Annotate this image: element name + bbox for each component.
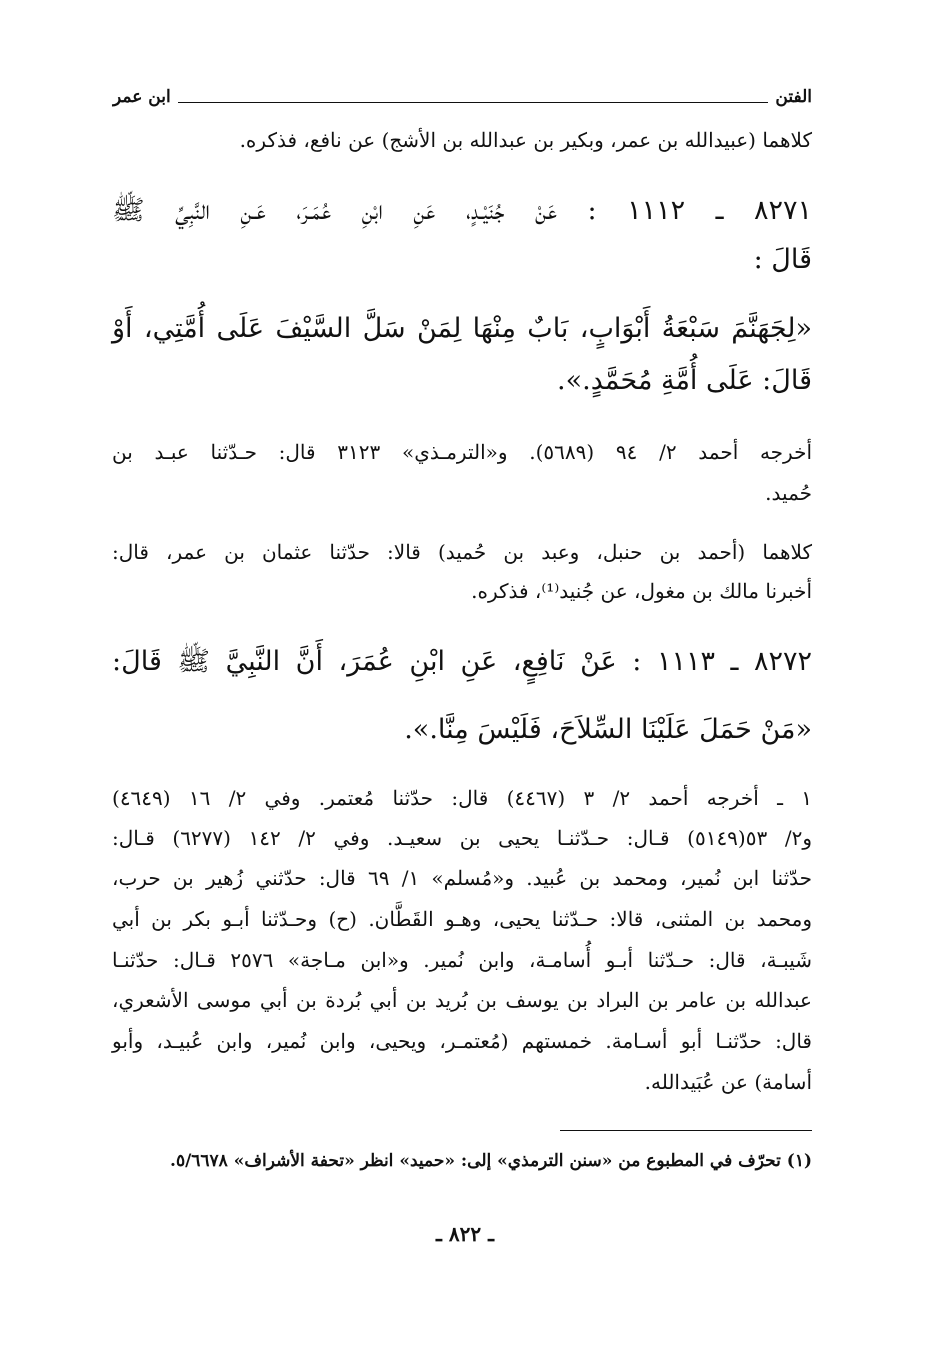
running-header-chapter: الفتن — [775, 87, 812, 107]
text-line: حدّثنا ابن نُمير، ومحمد بن عُبيد. و«مُسلم» ١/ ٦٩ قال: حدّثني زُهير بن حرب، — [112, 866, 813, 890]
footnote-rule — [560, 1130, 812, 1131]
hadith-line: «مَنْ حَمَلَ عَلَيْنَا السِّلاَحَ، فَلَيْسَ مِنَّا.». — [404, 714, 812, 745]
header-rule — [178, 102, 768, 103]
hadith-line: قَالَ: عَلَى أُمَّةِ مُحَمَّدٍ.». — [557, 365, 812, 396]
text-line: أخرجه أحمد ٢/ ٩٤ (٥٦٨٩). و«الترمـذي» ٣١٢٣ قال: حـدّثنا عبـد بن — [112, 440, 813, 464]
text-line: و٢/ ٥٣(٥١٤٩) قـال: حـدّثنـا يحيى بن سعيـد. وفي ٢/ ١٤٢ (٦٢٧٧) قـال: — [112, 826, 812, 850]
footnote: (١) تحرّف في المطبوع من «سنن الترمذي» إلى: «حميد» انظر «تحفة الأشراف» ٥/٦٦٧٨. — [170, 1151, 812, 1171]
text-line: قال: حدّثنـا أبو أسـامة. خمستهم (مُعتمـر، ويحيى، وابن نُمير، وابن عُبيـد، وأبو — [112, 1029, 812, 1053]
hadith-line: قَالَ : — [753, 244, 812, 275]
text-line: عبدالله بن عامر بن البراد بن يوسف بن بُريد بن أبي بُردة بن أبي موسى الأشعري، — [112, 988, 812, 1012]
page-number: ـ ٨٢٢ ـ — [436, 1222, 494, 1246]
text-line: شَيبـة، قال: حـدّثنا أبـو أُسامـة، وابن نُمير. و«ابن مـاجة» ٢٥٧٦ قـال: حدّثنـا — [112, 948, 812, 972]
text-line: ١ ـ أخرجه أحمد ٢/ ٣ (٤٤٦٧) قال: حدّثنا مُعتمر. وفي ٢/ ١٦ (٤٦٤٩) — [112, 786, 813, 810]
text-line: حُميد. — [765, 481, 812, 505]
hadith-line: «لِجَهَنَّمَ سَبْعَةُ أَبْوَابٍ، بَابٌ مِنْهَا لِمَنْ سَلَّ السَّيْفَ عَلَى أُمَّتِي، أَوْ — [112, 313, 812, 344]
text-line: أخبرنا مالك بن مغول، عن جُنيد⁽¹⁾، فذكره. — [471, 579, 812, 603]
hadith-line: ٨٢٧١ ـ ١١١٢ : عَنْ جُنَيْـدٍ، عَنِ ابْنِ عُمَـرَ، عَـنِ النَّبِيِّ ﷺ — [112, 195, 812, 226]
text-line: ومحمد بن المثنى، قالا: حـدّثنا يحيى، وهـو القَطَّان. (ح) وحـدّثنا أبـو بكر بن أبي — [112, 907, 812, 931]
text-line: كلاهما (أحمد بن حنبل، وعبد بن حُميد) قالا: حدّثنا عثمان بن عمر، قال: — [112, 540, 812, 564]
text-line: أسامة) عن عُبَيدالله. — [644, 1070, 812, 1094]
text-line: كلاهما (عبيدالله بن عمر، وبكير بن عبدالله بن الأشج) عن نافع، فذكره. — [239, 128, 812, 152]
running-header-section: ابن عمر — [113, 87, 171, 107]
hadith-line: ٨٢٧٢ ـ ١١١٣ : عَنْ نَافِعٍ، عَنِ ابْنِ عُمَرَ، أَنَّ النَّبِيَّ ﷺ قَالَ: — [112, 646, 813, 677]
